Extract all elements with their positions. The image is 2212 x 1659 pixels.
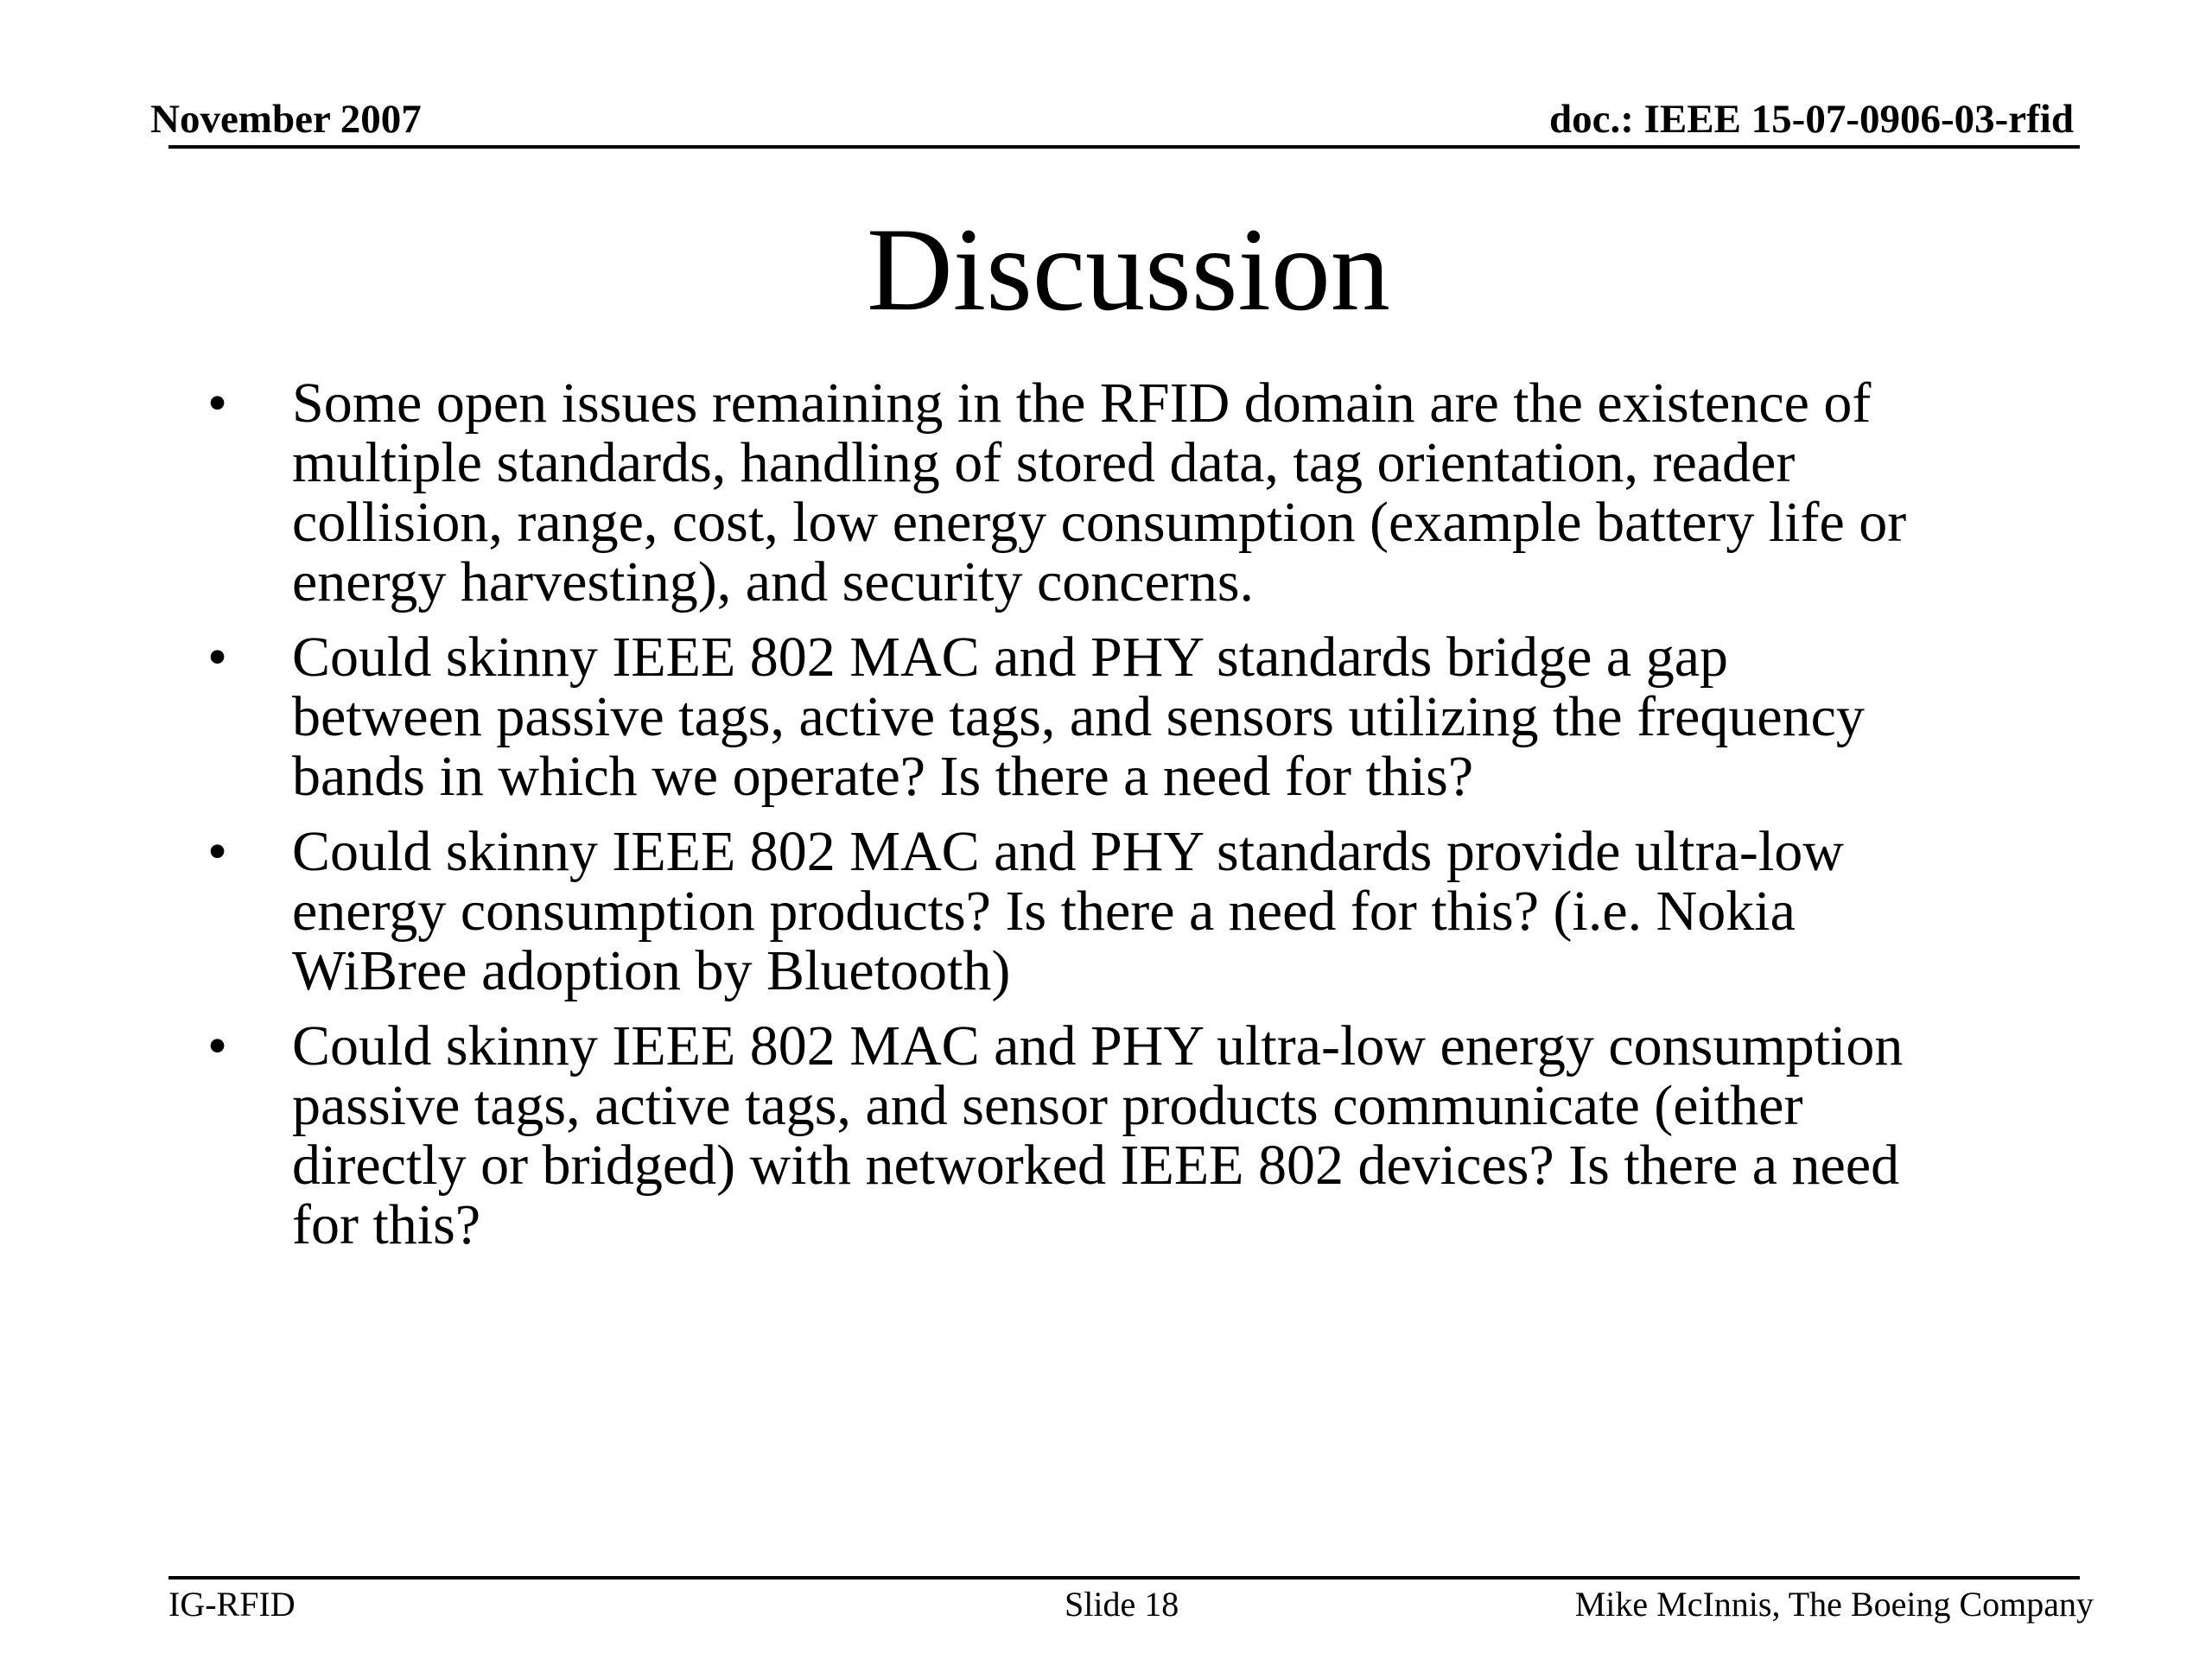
bullet-line: between passive tags, active tags, and sensors utilizing the frequency xyxy=(292,685,1865,748)
slide-title: Discussion xyxy=(867,203,1390,335)
bullet-line: for this? xyxy=(292,1193,481,1256)
bullet-marker: • xyxy=(207,820,228,883)
bullet-line: passive tags, active tags, and sensor products communicate (either xyxy=(292,1074,1803,1137)
bullet-marker: • xyxy=(207,1014,228,1077)
bullet-line: Some open issues remaining in the RFID domain are the existence of xyxy=(292,372,1872,435)
bullet-item xyxy=(0,822,2212,1001)
bullet-item xyxy=(0,627,2212,806)
bullet-marker: • xyxy=(207,626,228,689)
bullet-line: directly or bridged) with networked IEEE 802 devices? Is there a need xyxy=(292,1134,1900,1197)
footer-group: IG-RFID xyxy=(168,1585,296,1624)
bullet-line: WiBree adoption by Bluetooth) xyxy=(292,939,1011,1002)
bullet-item xyxy=(0,373,2212,612)
footer-divider xyxy=(168,1576,2080,1580)
header-divider xyxy=(168,145,2080,149)
bullet-line: Could skinny IEEE 802 MAC and PHY standards bridge a gap xyxy=(292,626,1729,689)
bullet-line: multiple standards, handling of stored data, tag orientation, reader xyxy=(292,431,1796,494)
header-doc-id: doc.: IEEE 15-07-0906-03-rfid xyxy=(1548,97,2074,142)
header-date: November 2007 xyxy=(150,97,422,142)
bullet-marker: • xyxy=(207,372,228,435)
bullet-line: Could skinny IEEE 802 MAC and PHY standards provide ultra-low xyxy=(292,820,1844,883)
bullet-line: collision, range, cost, low energy consumption (example battery life or xyxy=(292,491,1907,554)
bullet-line: energy consumption products? Is there a need for this? (i.e. Nokia xyxy=(292,880,1796,943)
bullet-item xyxy=(0,1016,2212,1255)
footer-author: Mike McInnis, The Boeing Company xyxy=(1574,1585,2094,1624)
bullet-line: bands in which we operate? Is there a need for this? xyxy=(292,745,1474,808)
footer-slide-number: Slide 18 xyxy=(1065,1585,1179,1624)
bullet-line: Could skinny IEEE 802 MAC and PHY ultra-low energy consumption xyxy=(292,1014,1904,1077)
bullet-line: energy harvesting), and security concerns. xyxy=(292,550,1255,613)
bullet-list xyxy=(0,373,2212,1270)
